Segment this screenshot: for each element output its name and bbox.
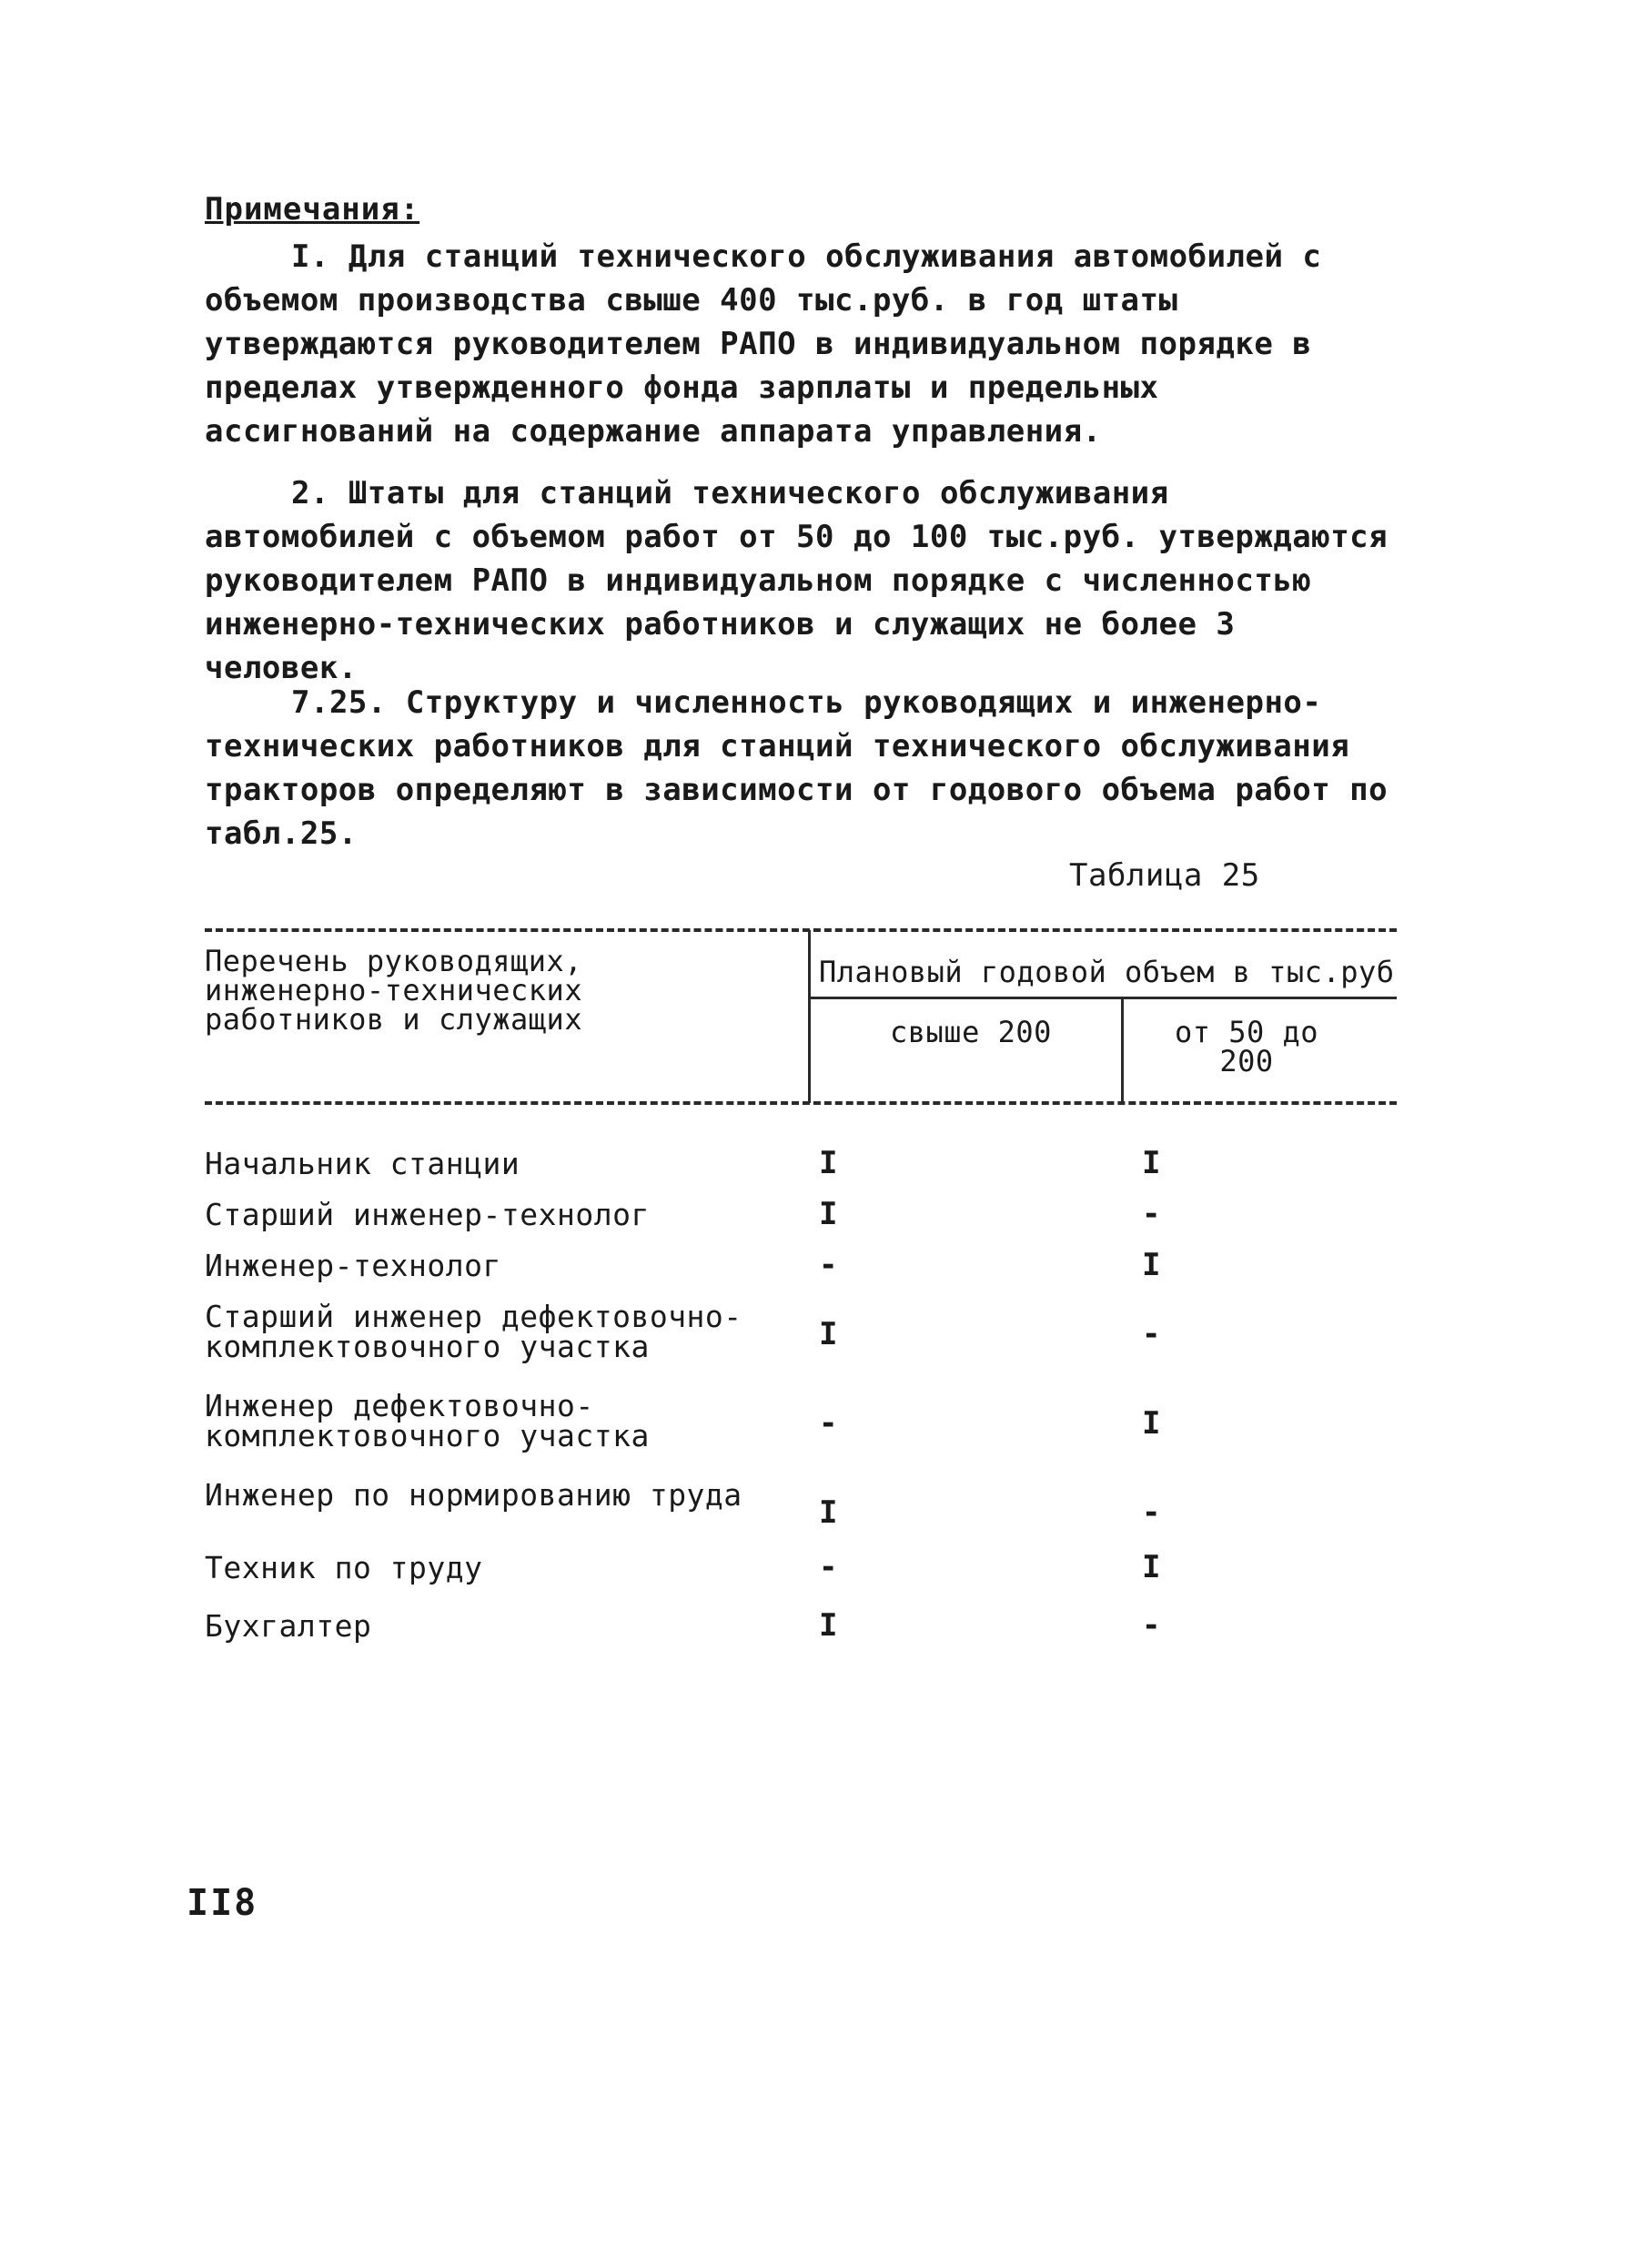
row-name: Техник по труду	[205, 1550, 483, 1585]
header-col1: свыше 200	[890, 1015, 1052, 1049]
row-col1: I	[819, 1316, 838, 1352]
section-7-25: 7.25. Структуру и численность руководящих и инженерно-технических работников для станций технического обслуживания тракторов определяют в зависимости от годового объема работ по табл.25.	[205, 684, 1389, 852]
row-col1: -	[819, 1405, 838, 1442]
table-top-rule	[205, 928, 1397, 932]
table-caption: Таблица 25	[1069, 857, 1260, 894]
row-name: Инженер по нормированию труда	[205, 1477, 742, 1513]
note-2: 2. Штаты для станций технического обслуживания автомобилей с объемом работ от 50 до 100 тыс.руб. утверждаются руководителем РАПО в индивидуальном порядке с численностью инженерно-технических работников и служащих не более 3 человек.	[205, 475, 1389, 686]
row-col2: -	[1142, 1196, 1161, 1232]
row-col2: -	[1142, 1494, 1161, 1531]
row-name: Инженер-технолог	[205, 1248, 501, 1283]
row-name: Старший инженер дефектовочно-комплектовочного участка	[205, 1299, 742, 1364]
row-col2: I	[1142, 1145, 1161, 1181]
header-plan: Плановый годовой объем в тыс.руб	[819, 955, 1395, 989]
row-col1: I	[819, 1196, 838, 1232]
row-col1: -	[819, 1247, 838, 1283]
row-col2: I	[1142, 1549, 1161, 1585]
row-name: Старший инженер-технолог	[205, 1197, 650, 1232]
row-name: Инженер дефектовочно-комплектовочного участка	[205, 1388, 650, 1453]
page-number: II8	[187, 1882, 258, 1924]
header-col2: от 50 до 200	[1174, 1015, 1319, 1078]
table-header-subrule	[810, 997, 1397, 999]
row-col1: I	[819, 1607, 838, 1644]
row-col1: I	[819, 1494, 838, 1531]
table-divider-main	[808, 930, 811, 1103]
row-name: Начальник станции	[205, 1146, 520, 1181]
header-list: Перечень руководящих, инженерно-технических работников и служащих	[205, 944, 583, 1037]
row-col2: -	[1142, 1316, 1161, 1352]
note-1: I. Для станций технического обслуживания автомобилей с объемом производства свыше 400 тыс.руб. в год штаты утверждаются руководителем РАПО в индивидуальном порядке в пределах утвержденного фонда зарплаты и предельных ассигнований на содержание аппарата управления.	[205, 238, 1322, 450]
notes-heading: Примечания:	[205, 191, 420, 228]
row-col1: I	[819, 1145, 838, 1181]
row-col2: -	[1142, 1607, 1161, 1644]
row-name: Бухгалтер	[205, 1608, 372, 1644]
row-col2: I	[1142, 1247, 1161, 1283]
table-divider-cols	[1121, 998, 1124, 1103]
table-header-bottom-rule	[205, 1101, 1397, 1105]
row-col1: -	[819, 1549, 838, 1585]
row-col2: I	[1142, 1405, 1161, 1442]
